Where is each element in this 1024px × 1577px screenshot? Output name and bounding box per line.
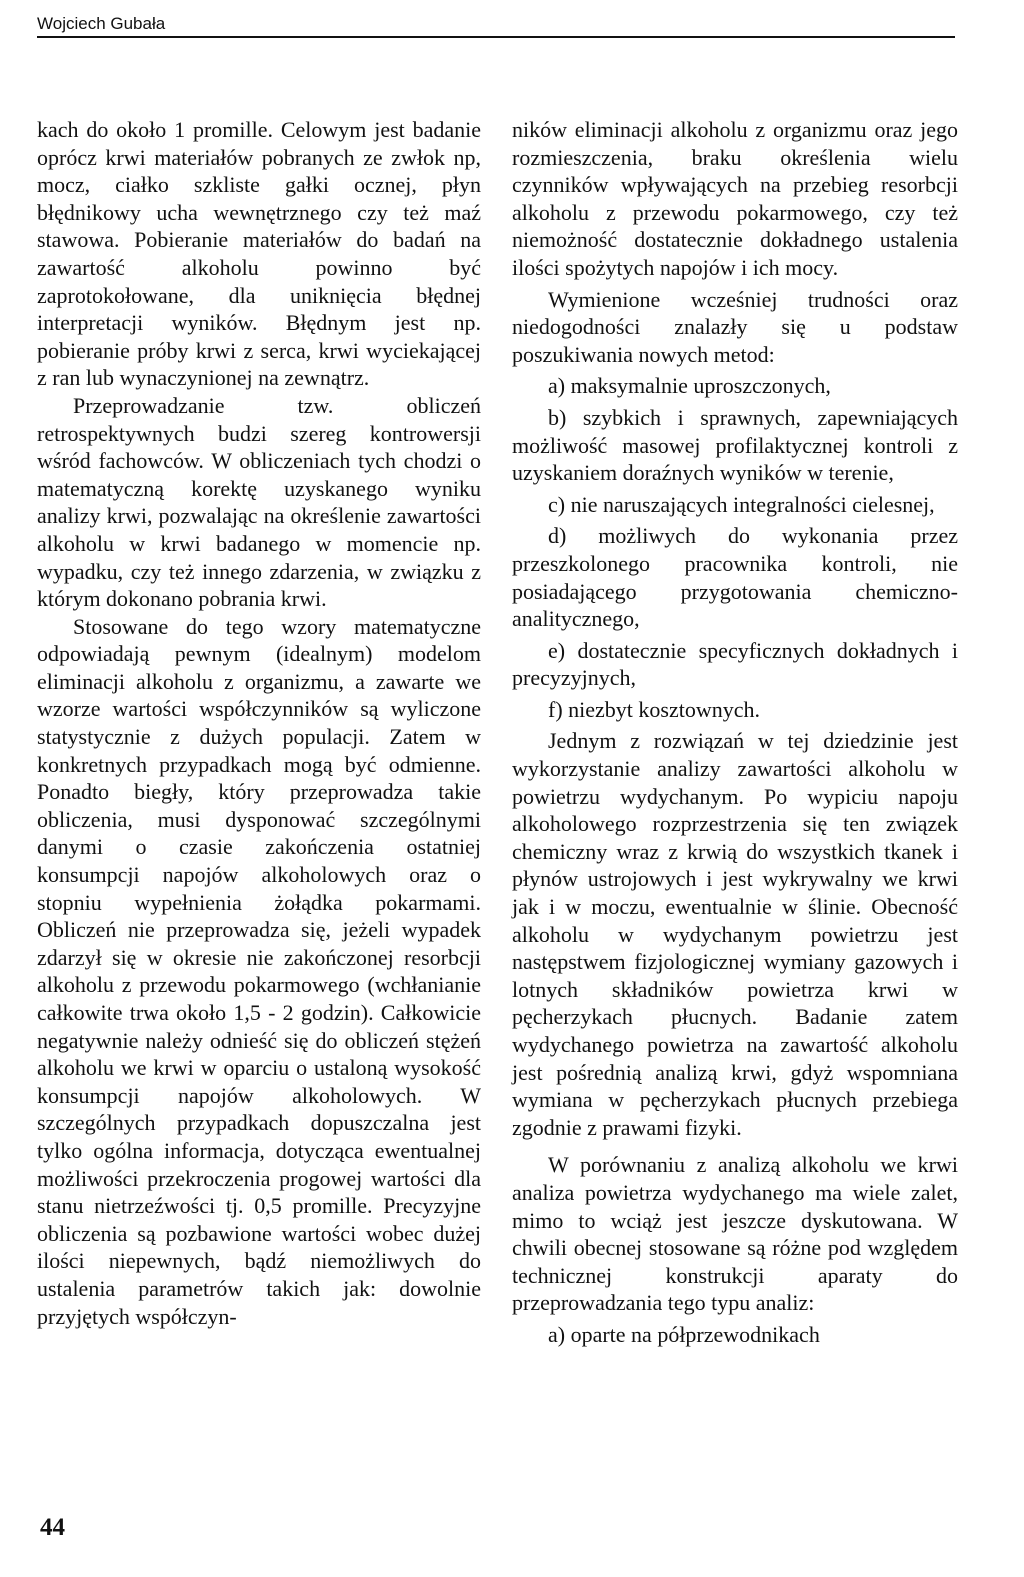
list-item: d) możliwych do wykonania przez przeszkolonego pracownika kontroli, nie posiadającego przygotowania chemiczno-analitycznego, — [512, 523, 958, 632]
list-item: a) oparte na półprzewodnikach — [548, 1321, 820, 1347]
paragraph: ników eliminacji alkoholu z organizmu oraz jego rozmieszczenia, braku określenia wielu czynników wpływających na przebieg resorbcji alkoholu z przewodu pokarmowego, czy też niemożność dostatecznie dokładnego ustalenia ilości spożytych napojów i ich mocy. — [512, 117, 958, 280]
paragraph: kach do około 1 promille. Celowym jest badanie oprócz krwi materiałów pobranych ze zwłok np, mocz, ciałko szkliste gałki ocznej, płyn błędnikowy ucha wewnętrznego czy też maź stawowa. Pobieranie materiałów do badań na zawartość alkoholu powinno być zaprotokołowane, dla uniknięcia błędnej interpretacji wyników. Błędnym jest np. pobieranie próby krwi z serca, krwi wyciekającej z ran lub wynaczynionej na zewnątrz. — [37, 117, 481, 391]
left-text-column — [37, 116, 481, 1330]
list-item: e) dostatecznie specyficznych dokładnych i precyzyjnych, — [512, 637, 958, 691]
list-item: a) maksymalnie uproszczonych, — [548, 373, 831, 399]
running-header-author: Wojciech Gubała — [37, 14, 955, 38]
page-number: 44 — [40, 1514, 65, 1541]
paragraph: W porównaniu z analizą alkoholu we krwi analiza powietrza wydychanego ma wiele zalet, mimo to wciąż jest jeszcze dyskutowana. W chwili obecnej stosowane są różne pod względem technicznej konstrukcji aparaty do przeprowadzania tego typu analiz: — [512, 1152, 958, 1316]
paragraph: Wymienione wcześniej trudności oraz niedogodności znalazły się u podstaw poszukiwania nowych metod: — [512, 286, 958, 367]
paragraph: Przeprowadzanie tzw. obliczeń retrospektywnych budzi szereg kontrowersji wśród fachowców. W obliczeniach tych chodzi o matematyczną korektę uzyskanego wyniku analizy krwi, pozwalając na określenie zawartości alkoholu w krwi badanego w momencie np. wypadku, czy też innego zdarzenia, w związku z którym dokonano pobrania krwi. — [37, 392, 481, 612]
paragraph: Stosowane do tego wzory matematyczne odpowiadają pewnym (idealnym) modelom eliminacji alkoholu z organizmu, a zawarte we wzorze wartości współczynników są wyliczone statystycznie z dużych populacji. Zatem w konkretnych przypadkach mogą być odmienne. Ponadto biegły, który przeprowadza takie obliczenia, musi dysponować szczególnymi danymi o czasie zakończenia ostatniej konsumpcji napojów alkoholowych oraz o stopniu wypełnienia żołądka pokarmami. Obliczeń nie przeprowadza się, jeżeli wypadek zdarzył się w okresie nie zakończonej resorbcji alkoholu z przewodu pokarmowego (wchłanianie całkowite trwa około 1,5 - 2 godzin). Całkowicie negatywnie należy odnieść się do obliczeń stężeń alkoholu we krwi w oparciu o ustaloną wysokość konsumpcji napojów alkoholowych. W szczególnych przypadkach dopuszczalna jest tylko ogólna informacja, dotycząca ewentualnej możliwości przekroczenia progowej wartości dla stanu nietrzeźwości tj. 0,5 promille. Precyzyjne obliczenia są pozbawione wartości wobec dużej ilości niepewnych, bądź niemożliwych do ustalenia parametrów takich jak: dowolnie przyjętych współczyn- — [37, 613, 481, 1329]
list-item: b) szybkich i sprawnych, zapewniających możliwość masowej profilaktycznej kontroli z uzyskaniem doraźnych wyników w terenie, — [512, 404, 958, 486]
list-item: c) nie naruszających integralności cielesnej, — [548, 491, 935, 517]
list-item: f) niezbyt kosztownych. — [548, 696, 760, 722]
paragraph: Jednym z rozwiązań w tej dziedzinie jest wykorzystanie analizy zawartości alkoholu w powietrzu wydychanym. Po wypiciu napoju alkoholowego rozprzestrzenia się ten związek chemiczny wraz z krwią do wszystkich tkanek i płynów ustrojowych i jest wykrywalny we krwi jak i w moczu, ewentualnie w ślinie. Obecność alkoholu w wydychanym powietrzu jest następstwem fizjologicznej wymiany gazowych i lotnych składników powietrza krwi w pęcherzykach płucnych. Badanie zatem wydychanego powietrza na zawartość alkoholu jest pośrednią analizą krwi, gdyż wspomniana wymiana w pęcherzykach płucnych przebiega zgodnie z prawami fizyki. — [512, 728, 958, 1140]
right-text-column — [512, 116, 958, 1349]
